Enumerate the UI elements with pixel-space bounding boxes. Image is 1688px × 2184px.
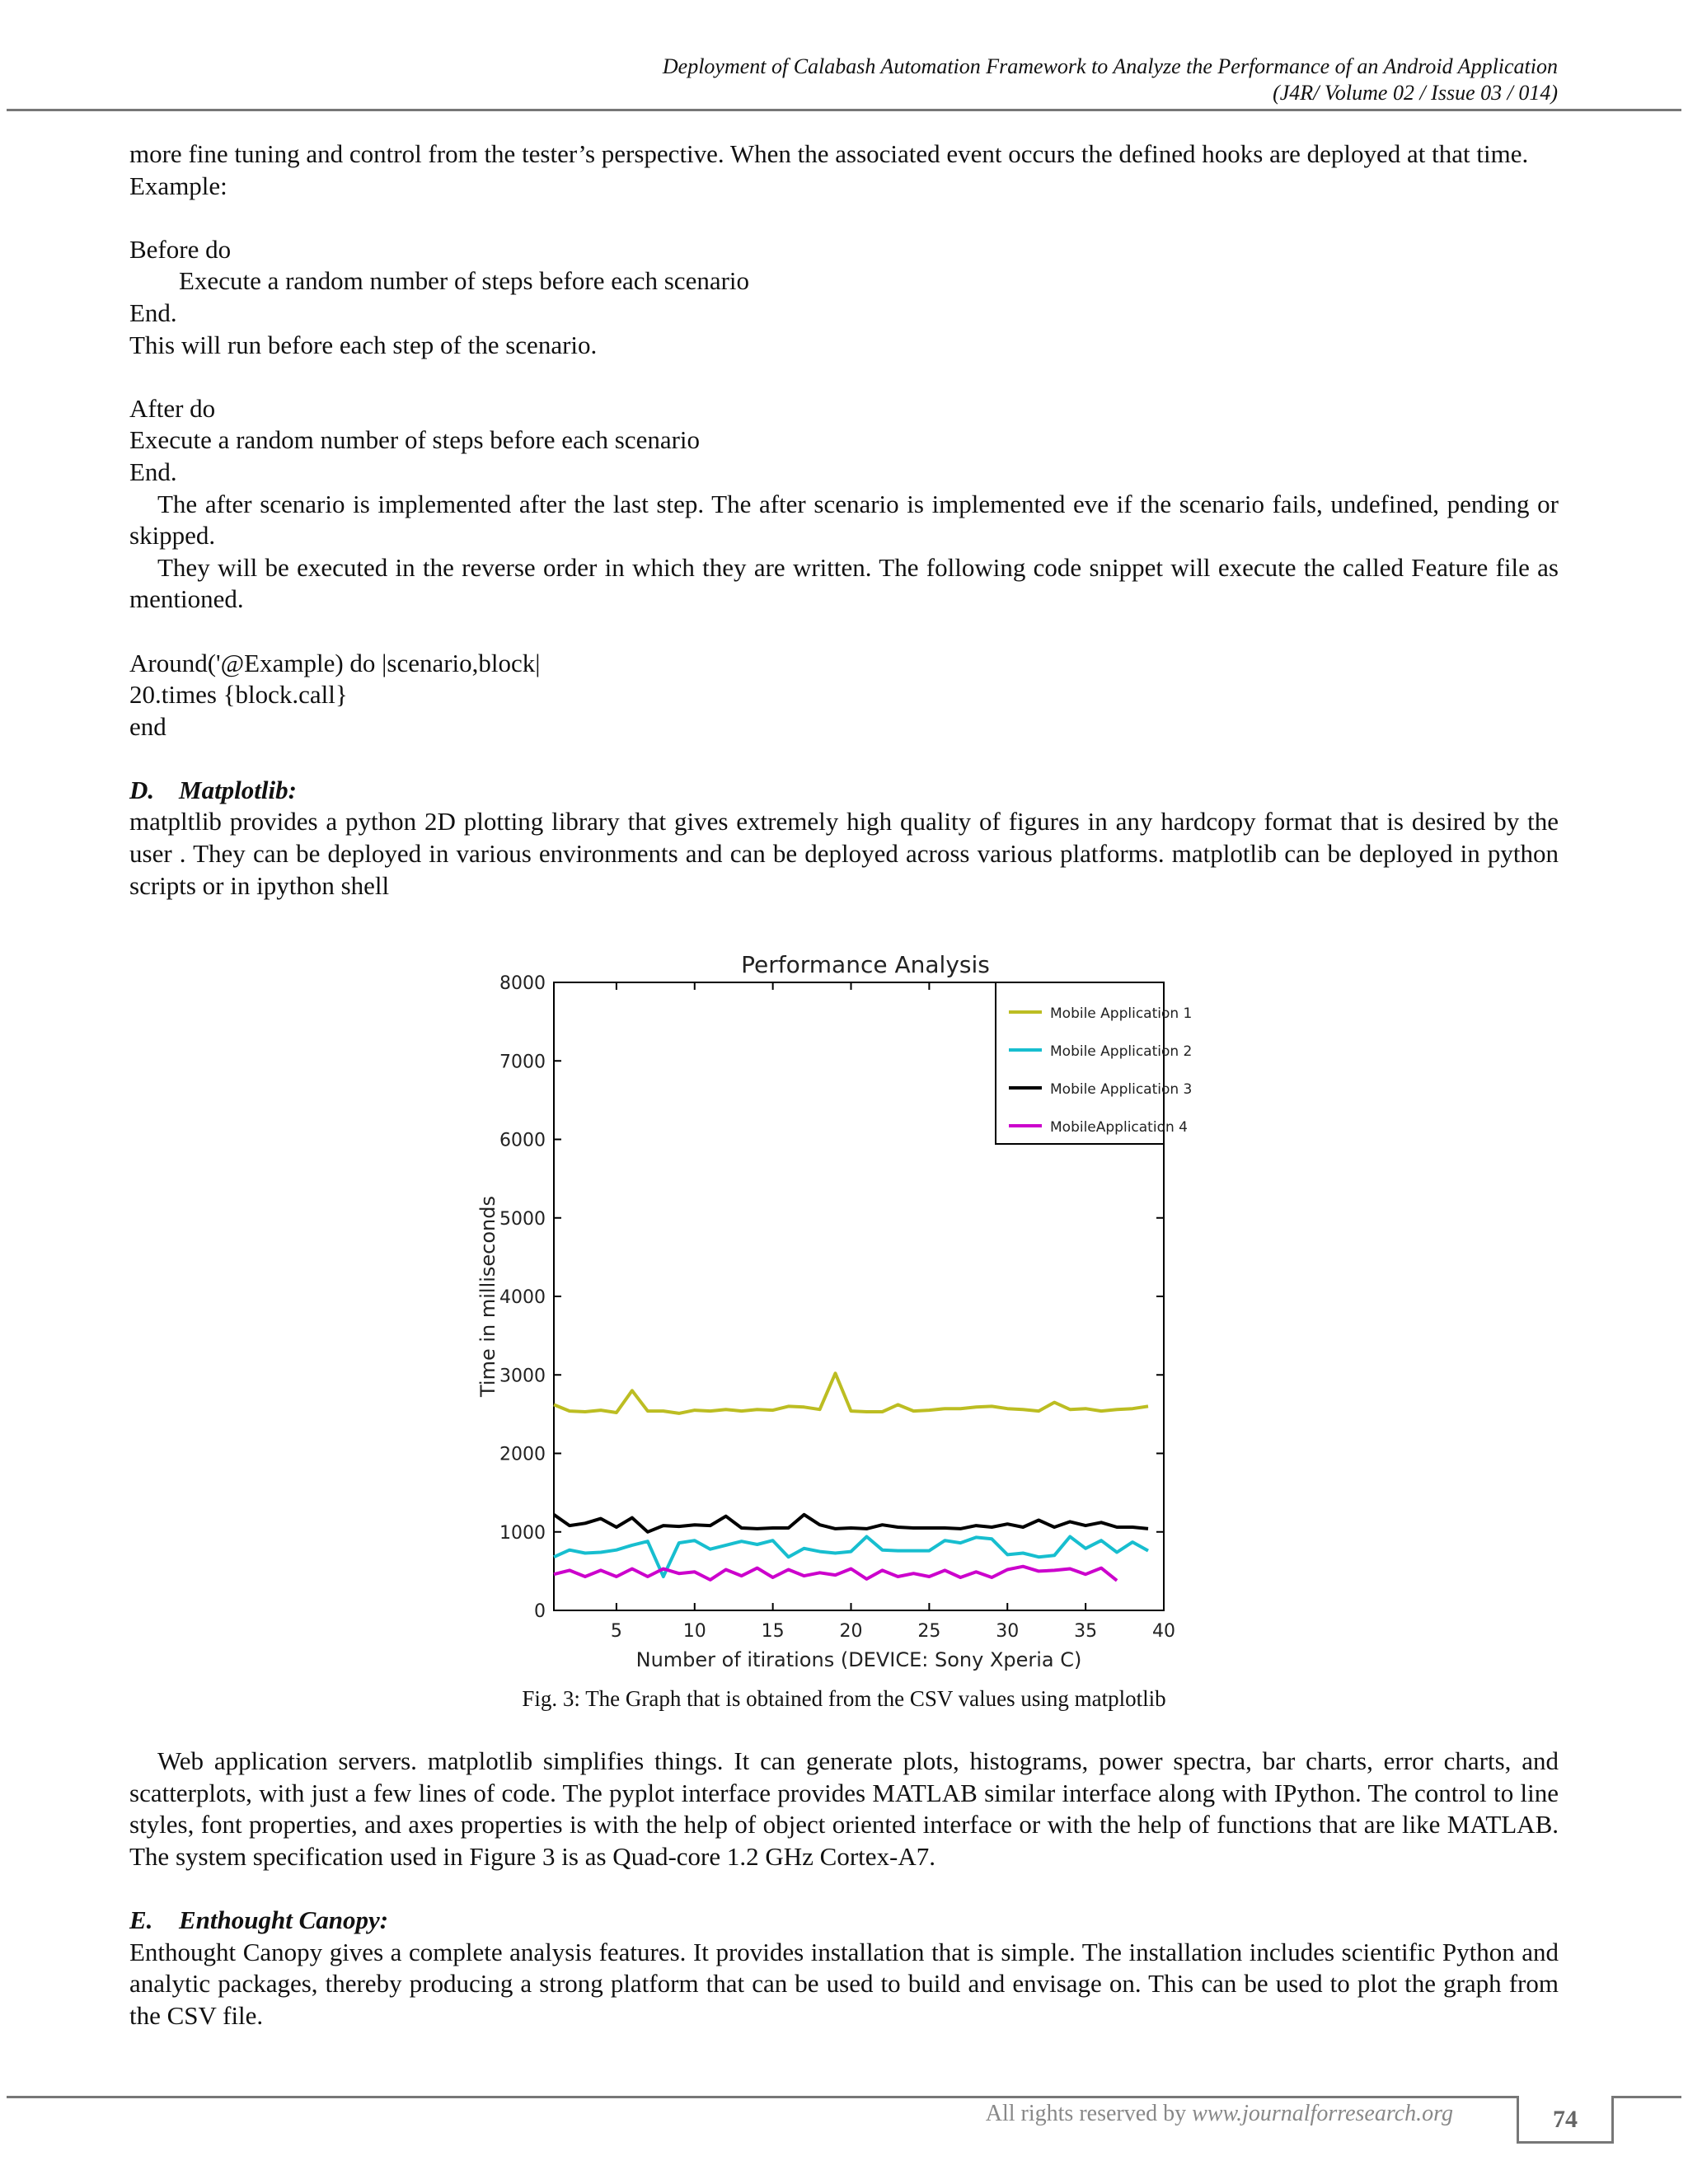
footer-rule-tail [1614, 2096, 1681, 2098]
chart-title: Performance Analysis [741, 951, 990, 978]
y-tick-label: 7000 [499, 1052, 546, 1073]
performance-chart [470, 948, 1212, 1690]
paragraph-matplotlib: matpltlib provides a python 2D plotting library that gives extremely high quality of figures in any hardcopy format that is desired by the user . They can be deployed in various environments and can be deployed across various platforms. matplotlib can be deployed in python scripts or in ipython shell [129, 807, 1559, 900]
before-exec-line: Execute a random number of steps before each scenario [179, 266, 750, 296]
section-heading-e [129, 1905, 1559, 1937]
before-note: This will run before each step of the scenario. [129, 330, 598, 359]
x-tick-label: 15 [761, 1621, 785, 1642]
x-axis-label: Number of itirations (DEVICE: Sony Xperia C) [635, 1648, 1082, 1671]
section-d-letter: D. [129, 775, 155, 804]
y-tick-label: 0 [534, 1601, 546, 1622]
y-tick-label: 4000 [499, 1287, 546, 1308]
section-d-title: Matplotlib: [179, 775, 297, 804]
x-tick-label: 10 [682, 1621, 706, 1642]
series-line-3 [554, 1515, 1148, 1532]
end-line-2: End. [129, 457, 177, 486]
y-tick-label: 2000 [499, 1444, 546, 1465]
y-axis-label: Time in milliseconds [476, 1195, 499, 1398]
y-tick-label: 8000 [499, 973, 546, 994]
paragraph-web-servers: Web application servers. matplotlib simplifies things. It can generate plots, histograms, power spectra, bar charts, error charts, and scatterplots, with just a few lines of code. The pyplot interface provides MATLAB similar interface along with IPython. The control to line styles, font properties, and axes properties is with the help of object oriented interface or with the help of functions that are like MATLAB. The system specification used in Figure 3 is as Quad-core 1.2 GHz Cortex-A7. [129, 1746, 1559, 1871]
paragraph-hooks: more fine tuning and control from the tester’s perspective. When the associated event occurs the defined hooks are deployed at that time. [129, 139, 1529, 168]
legend-label-1: Mobile Application 1 [1050, 1005, 1193, 1022]
header-rule [7, 109, 1681, 111]
x-tick-label: 5 [610, 1621, 622, 1642]
before-do-line: Before do [129, 234, 232, 264]
example-label: Example: [129, 171, 227, 200]
legend [996, 982, 1192, 1144]
x-tick-label: 30 [996, 1621, 1020, 1642]
after-exec-line: Execute a random number of steps before each scenario [129, 425, 701, 455]
y-tick-label: 6000 [499, 1130, 546, 1151]
figure-caption: Fig. 3: The Graph that is obtained from the CSV values using matplotlib [522, 1686, 1166, 1711]
after-do-line: After do [129, 393, 216, 423]
series-lines [554, 1373, 1148, 1581]
journal-url-link[interactable]: www.journalforresearch.org [1192, 2101, 1453, 2126]
footer-rights [986, 2101, 1453, 2127]
y-tick-label: 1000 [499, 1522, 546, 1544]
paragraph-reverse-order: They will be executed in the reverse order in which they are written. The following code snippet will execute the called Feature file as mentioned. [129, 552, 1559, 614]
footer-rule [7, 2096, 1517, 2098]
body-lower [129, 1746, 1559, 2032]
chart-svg [470, 948, 1212, 1690]
x-tick-label: 35 [1074, 1621, 1098, 1642]
code-line-1: Around('@Example) do |scenario,block| [129, 648, 541, 677]
journal-title: Deployment of Calabash Automation Framework to Analyze the Performance of an Android Application [662, 54, 1558, 78]
body-upper [129, 138, 1559, 902]
page-number: 74 [1553, 2106, 1578, 2133]
y-tick-label: 3000 [499, 1366, 546, 1387]
section-e-letter: E. [129, 1905, 153, 1934]
end-line-1: End. [129, 298, 177, 327]
series-line-1 [554, 1373, 1148, 1413]
x-tick-label: 20 [839, 1621, 863, 1642]
section-heading-d [129, 775, 1559, 807]
series-line-4 [554, 1567, 1117, 1581]
code-line-3: end [129, 711, 166, 741]
section-e-title: Enthought Canopy: [179, 1905, 389, 1934]
x-tick-label: 25 [917, 1621, 941, 1642]
paragraph-after-scenario: The after scenario is implemented after the last step. The after scenario is implemented eve if the scenario fails, undefined, pending or skipped. [129, 489, 1559, 551]
rights-text: All rights reserved by [985, 2101, 1193, 2126]
legend-label-4: MobileApplication 4 [1050, 1119, 1188, 1136]
y-tick-label: 5000 [499, 1208, 546, 1230]
journal-volume: (J4R/ Volume 02 / Issue 03 / 014) [1273, 81, 1558, 105]
legend-label-2: Mobile Application 2 [1050, 1043, 1193, 1060]
code-line-2: 20.times {block.call} [129, 680, 348, 710]
x-tick-label: 40 [1152, 1621, 1175, 1642]
paragraph-canopy: Enthought Canopy gives a complete analysis features. It provides installation that is simple. The installation includes scientific Python and analytic packages, thereby producing a strong platform that can be used to build and envisage on. This can be used to plot the graph from the CSV file. [129, 1937, 1559, 2030]
legend-label-3: Mobile Application 3 [1050, 1081, 1193, 1098]
